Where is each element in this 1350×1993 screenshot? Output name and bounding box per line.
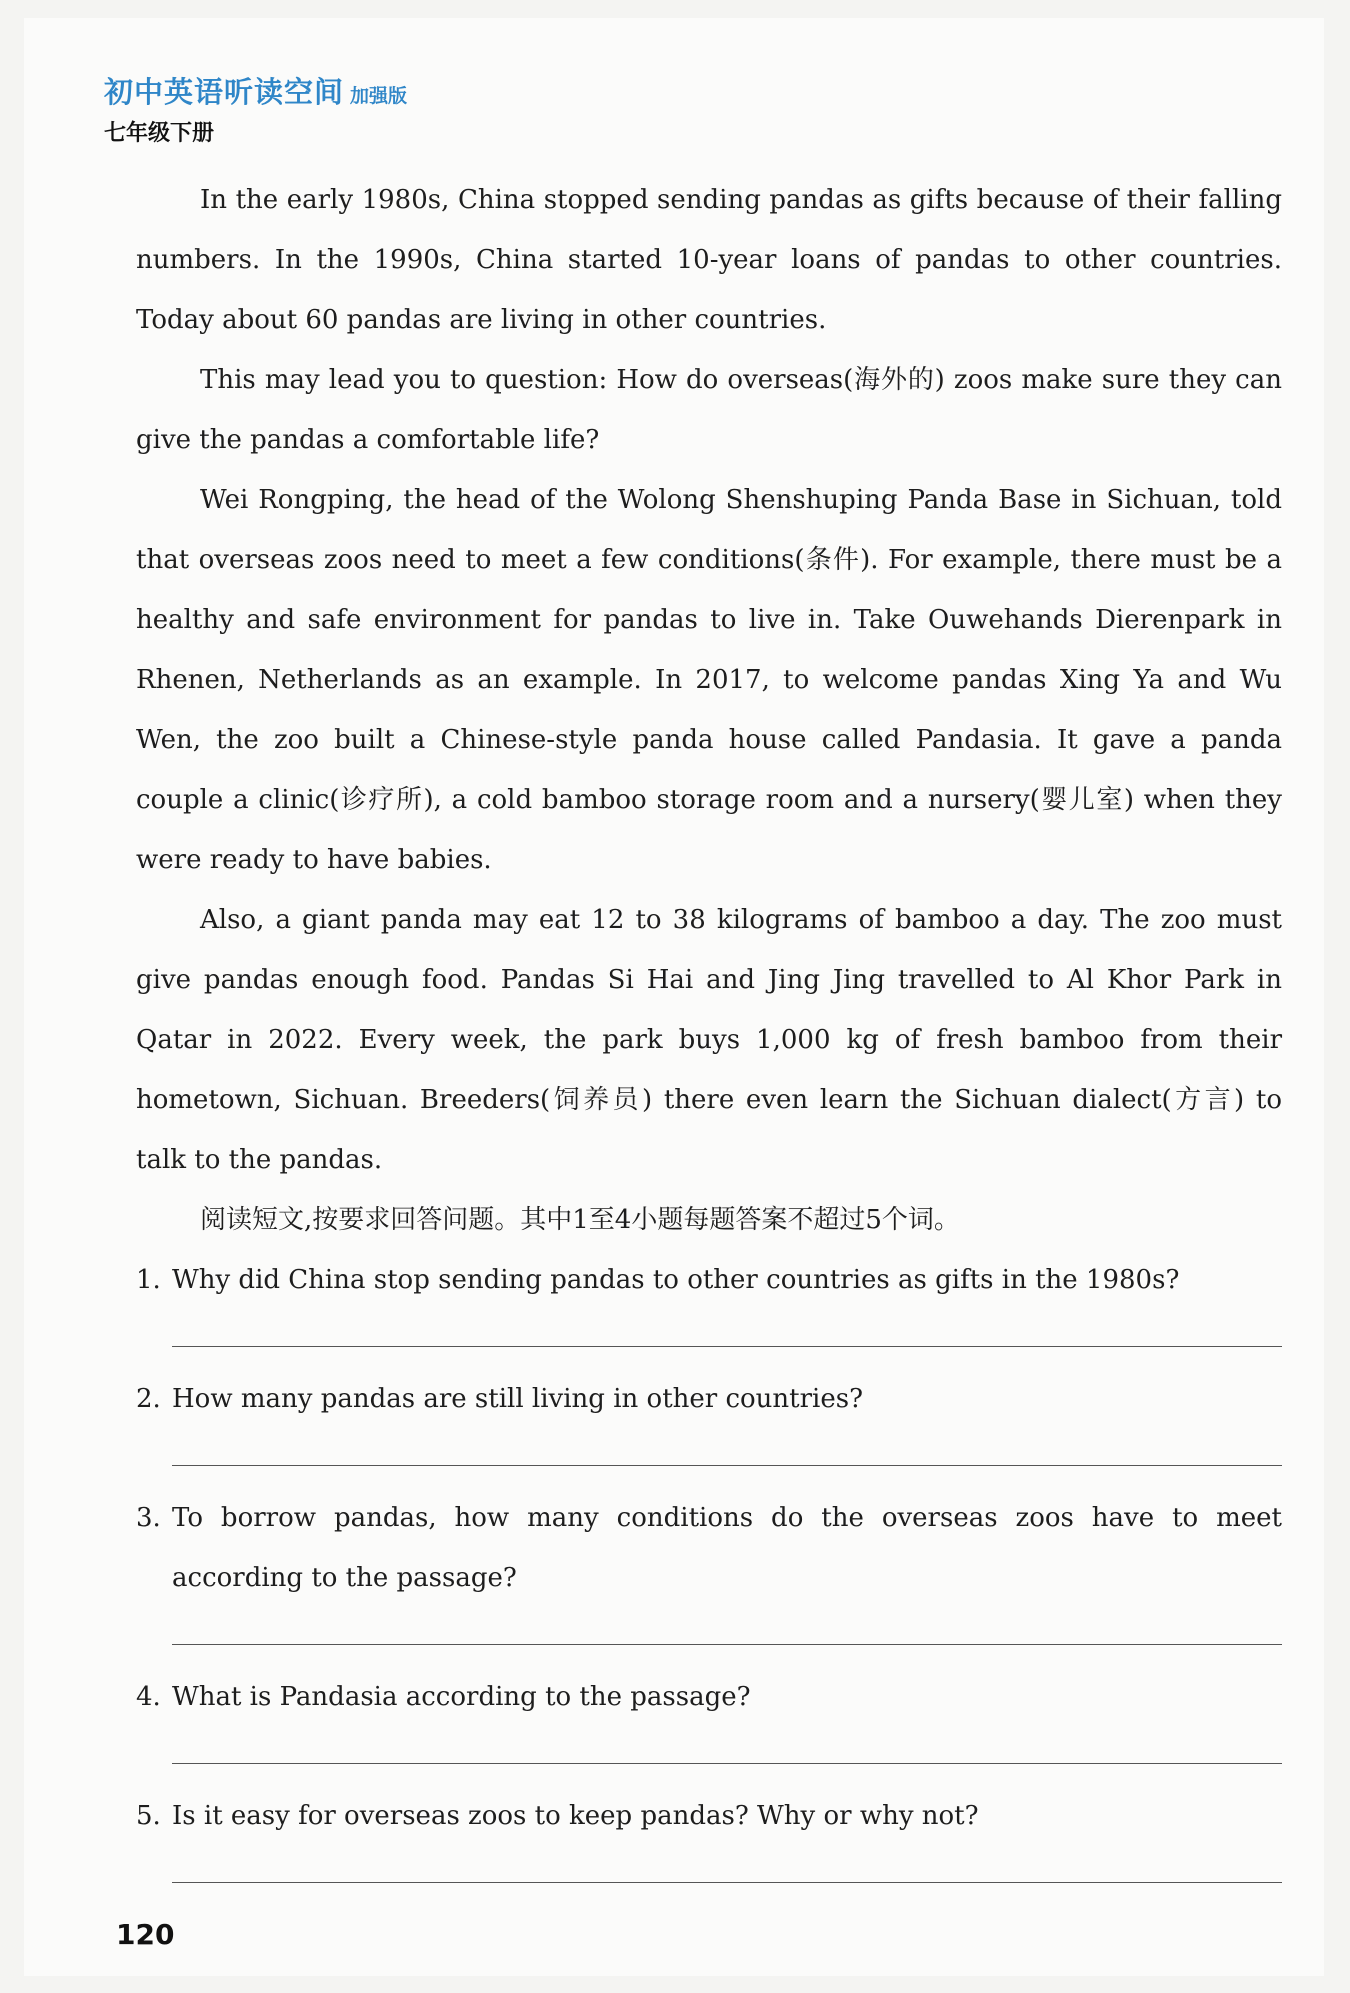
grade-label: 七年级下册 <box>104 121 215 146</box>
answer-line-5[interactable] <box>172 1882 1282 1883</box>
book-edition: 加强版 <box>350 85 408 107</box>
question-text: Why did China stop sending pandas to other countries as gifts in the 1980s? <box>172 1265 1180 1295</box>
question-text: How many pandas are still living in other countries? <box>172 1384 864 1414</box>
passage-paragraph-2: This may lead you to question: How do overseas(海外的) zoos make sure they can give the pandas a comfortable life? <box>136 365 1282 455</box>
answer-line-4[interactable] <box>172 1763 1282 1764</box>
reading-section <box>136 170 1282 1905</box>
question-2 <box>136 1369 1282 1429</box>
question-text: To borrow pandas, how many conditions do the overseas zoos have to meet according to the passage? <box>172 1503 1282 1593</box>
answer-line-3[interactable] <box>172 1644 1282 1645</box>
question-text: Is it easy for overseas zoos to keep pandas? Why or why not? <box>172 1801 979 1831</box>
passage-paragraph-1: In the early 1980s, China stopped sending pandas as gifts because of their falling numbers. In the 1990s, China started 10-year loans of pandas to other countries. Today about 60 pandas are living in other countries. <box>136 185 1282 335</box>
question-3 <box>136 1488 1282 1608</box>
task-instruction: 阅读短文,按要求回答问题。其中1至4小题每题答案不超过5个词。 <box>200 1205 960 1235</box>
question-number: 1. <box>136 1265 161 1295</box>
question-5 <box>136 1786 1282 1846</box>
question-4 <box>136 1667 1282 1727</box>
question-number: 4. <box>136 1682 161 1712</box>
book-title <box>104 70 407 111</box>
question-number: 3. <box>136 1503 161 1533</box>
passage-paragraph-4: Also, a giant panda may eat 12 to 38 kilograms of bamboo a day. The zoo must give pandas enough food. Pandas Si Hai and Jing Jing travelled to Al Khor Park in Qatar in 2022. Every week, the park buys 1,000 kg of fresh bamboo from their hometown, Sichuan. Breeders(饲养员) there even learn the Sichuan dialect(方言) to talk to the pandas. <box>136 905 1282 1175</box>
page-number: 120 <box>116 1918 175 1951</box>
answer-line-1[interactable] <box>172 1346 1282 1347</box>
question-1 <box>136 1250 1282 1310</box>
book-title-text: 初中英语听读空间 <box>104 75 345 109</box>
question-number: 5. <box>136 1801 161 1831</box>
question-number: 2. <box>136 1384 161 1414</box>
passage-paragraph-3: Wei Rongping, the head of the Wolong Shenshuping Panda Base in Sichuan, told that overseas zoos need to meet a few conditions(条件). For example, there must be a healthy and safe environment for pandas to live in. Take Ouwehands Dierenpark in Rhenen, Netherlands as an example. In 2017, to welcome pandas Xing Ya and Wu Wen, the zoo built a Chinese-style panda house called Pandasia. It gave a panda couple a clinic(诊疗所), a cold bamboo storage room and a nursery(婴儿室) when they were ready to have babies. <box>136 485 1282 875</box>
workbook-page <box>24 18 1324 1976</box>
answer-line-2[interactable] <box>172 1465 1282 1466</box>
question-text: What is Pandasia according to the passage? <box>172 1682 751 1712</box>
